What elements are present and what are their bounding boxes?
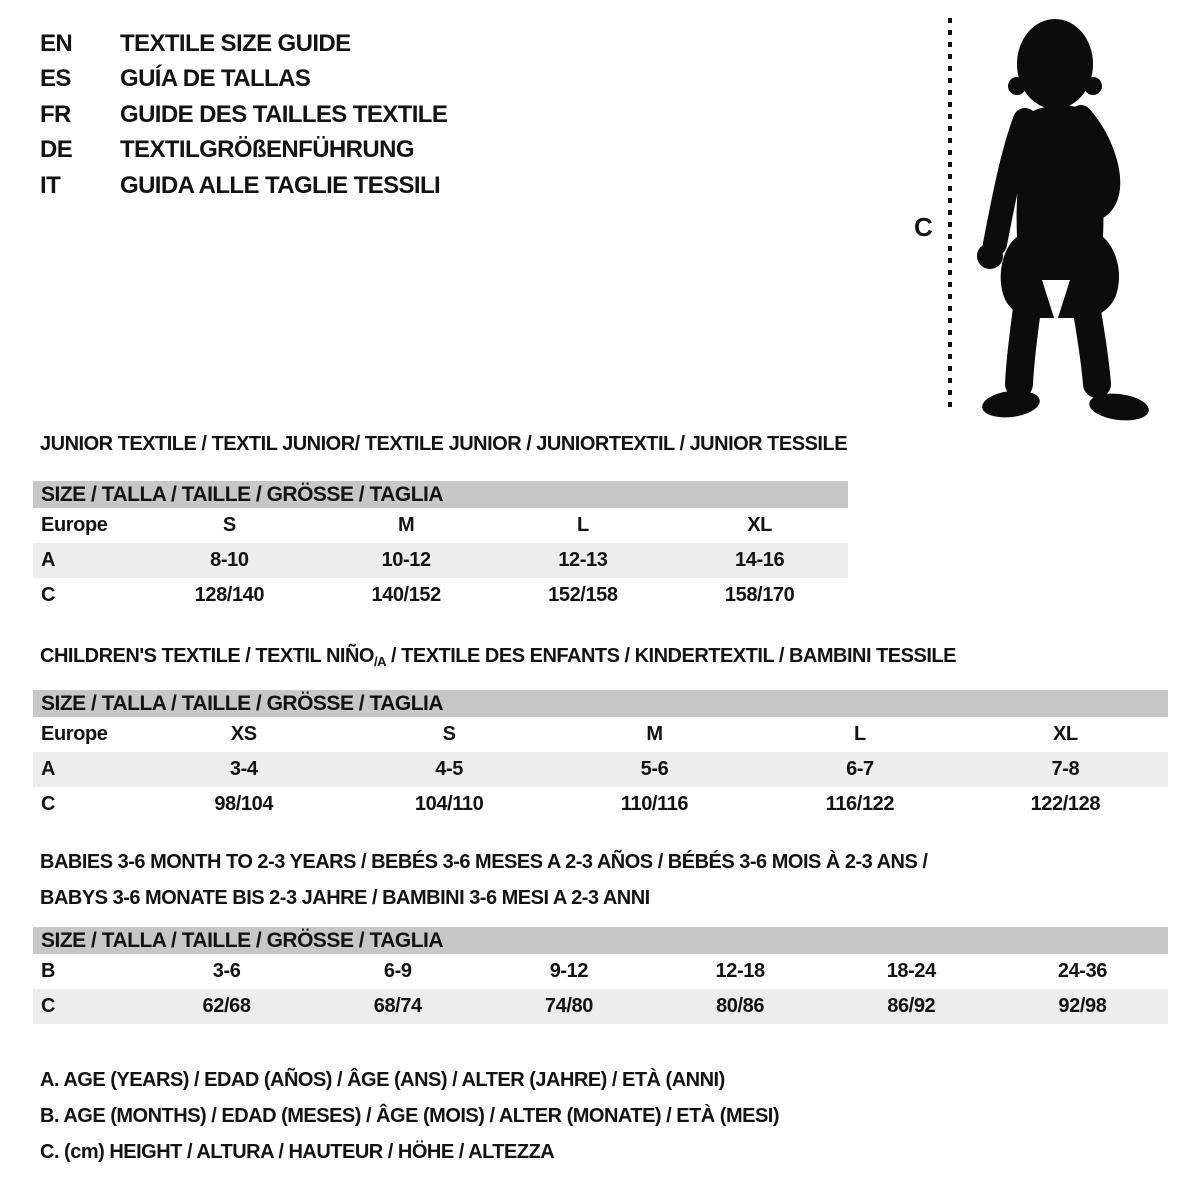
legend-line-c: C. (cm) HEIGHT / ALTURA / HAUTEUR / HÖHE / ALTEZZA: [40, 1141, 555, 1163]
row-label: C: [41, 584, 56, 606]
language-row-it: [40, 168, 447, 204]
age-cell: 10-12: [381, 549, 431, 571]
table-row-age: [33, 543, 848, 578]
size-cell: L: [854, 723, 866, 745]
children-title-sub: /A: [373, 654, 386, 669]
size-cell: S: [222, 514, 236, 536]
table-row-age: [33, 752, 1168, 787]
children-size-table: [33, 690, 1168, 822]
language-title: TEXTILGRÖßENFÜHRUNG: [120, 136, 414, 164]
months-cell: 24-36: [1057, 960, 1108, 982]
junior-section-title: JUNIOR TEXTILE / TEXTIL JUNIOR/ TEXTILE JUNIOR / JUNIORTEXTIL / JUNIOR TESSILE: [40, 433, 848, 455]
height-cell: 92/98: [1058, 995, 1107, 1017]
children-title-post: / TEXTILE DES ENFANTS / KINDERTEXTIL / BAMBINI TESSILE: [385, 645, 956, 667]
row-label: C: [41, 995, 56, 1017]
table-row-months: [33, 954, 1168, 989]
language-title: TEXTILE SIZE GUIDE: [120, 29, 351, 57]
height-cell: 158/170: [724, 584, 795, 606]
height-cell: 152/158: [548, 584, 618, 606]
table-row-europe: [33, 717, 1168, 752]
size-cell: M: [646, 723, 663, 745]
size-table-header: SIZE / TALLA / TAILLE / GRÖSSE / TAGLIA: [33, 927, 1168, 954]
months-cell: 3-6: [212, 960, 241, 982]
language-title: GUÍA DE TALLAS: [120, 65, 311, 93]
language-title: GUIDA ALLE TAGLIE TESSILI: [120, 171, 441, 199]
language-code: EN: [40, 29, 73, 57]
size-cell: XS: [230, 723, 257, 745]
row-label: C: [41, 793, 56, 815]
junior-size-table: [33, 481, 848, 613]
age-cell: 4-5: [435, 758, 463, 780]
row-label: Europe: [41, 723, 108, 745]
size-cell: L: [576, 514, 589, 536]
months-cell: 12-18: [715, 960, 765, 982]
table-row-height: [33, 578, 848, 613]
age-cell: 7-8: [1051, 758, 1080, 780]
table-row-europe: [33, 508, 848, 543]
row-label: A: [41, 549, 56, 571]
height-cell: 98/104: [214, 793, 274, 815]
height-cell: 122/128: [1030, 793, 1101, 815]
age-cell: 12-13: [558, 549, 608, 571]
language-row-es: [40, 62, 447, 98]
size-cell: XL: [747, 514, 772, 536]
legend-line-b: B. AGE (MONTHS) / EDAD (MESES) / ÂGE (MOIS) / ALTER (MONATE) / ETÀ (MESI): [40, 1105, 780, 1127]
babies-section-title-line2: BABYS 3-6 MONATE BIS 2-3 JAHRE / BAMBINI 3-6 MESI A 2-3 ANNI: [40, 887, 650, 909]
table-row-height: [33, 989, 1168, 1024]
age-cell: 8-10: [210, 549, 249, 571]
table-row-height: [33, 787, 1168, 822]
language-code: DE: [40, 136, 73, 164]
toddler-silhouette-image: [973, 12, 1163, 422]
height-measure-line: [946, 16, 954, 416]
language-code: IT: [40, 171, 61, 199]
size-cell: S: [442, 723, 456, 745]
height-cell: 128/140: [194, 584, 265, 606]
babies-size-table: [33, 927, 1168, 1024]
age-cell: 3-4: [229, 758, 258, 780]
months-cell: 6-9: [383, 960, 412, 982]
row-label: B: [41, 960, 56, 982]
children-title-pre: CHILDREN'S TEXTILE / TEXTIL NIÑO: [40, 645, 374, 667]
height-cell: 110/116: [620, 793, 689, 815]
age-cell: 6-7: [846, 758, 874, 780]
height-cell: 80/86: [716, 995, 765, 1017]
measurement-legend: [40, 1062, 779, 1170]
size-cell: XL: [1052, 723, 1078, 745]
legend-line-a: A. AGE (YEARS) / EDAD (AÑOS) / ÂGE (ANS) / ALTER (JAHRE) / ETÀ (ANNI): [40, 1069, 725, 1091]
children-section-title: [40, 645, 956, 669]
babies-section-title-line1: BABIES 3-6 MONTH TO 2-3 YEARS / BEBÉS 3-6 MESES A 2-3 AÑOS / BÉBÉS 3-6 MOIS À 2-3 ANS /: [40, 851, 928, 873]
size-table-header: SIZE / TALLA / TAILLE / GRÖSSE / TAGLIA: [33, 481, 848, 508]
height-cell: 62/68: [202, 995, 251, 1017]
language-code: FR: [40, 100, 71, 128]
months-cell: 9-12: [549, 960, 589, 982]
age-cell: 5-6: [640, 758, 669, 780]
height-cell: 86/92: [887, 995, 936, 1017]
height-measure-label: C: [914, 212, 933, 242]
language-row-fr: [40, 97, 447, 133]
row-label: Europe: [41, 514, 108, 536]
language-row-de: [40, 133, 447, 169]
size-table-header: SIZE / TALLA / TAILLE / GRÖSSE / TAGLIA: [33, 690, 1168, 717]
size-cell: M: [397, 514, 415, 536]
height-cell: 116/122: [825, 793, 895, 815]
language-title-block: [40, 26, 447, 204]
row-label: A: [41, 758, 56, 780]
language-code: ES: [40, 65, 71, 93]
language-title: GUIDE DES TAILLES TEXTILE: [120, 100, 448, 128]
age-cell: 14-16: [735, 549, 785, 571]
height-cell: 104/110: [414, 793, 484, 815]
height-cell: 140/152: [371, 584, 441, 606]
months-cell: 18-24: [886, 960, 936, 982]
language-row-en: [40, 26, 447, 62]
height-cell: 68/74: [373, 995, 422, 1017]
height-cell: 74/80: [544, 995, 593, 1017]
